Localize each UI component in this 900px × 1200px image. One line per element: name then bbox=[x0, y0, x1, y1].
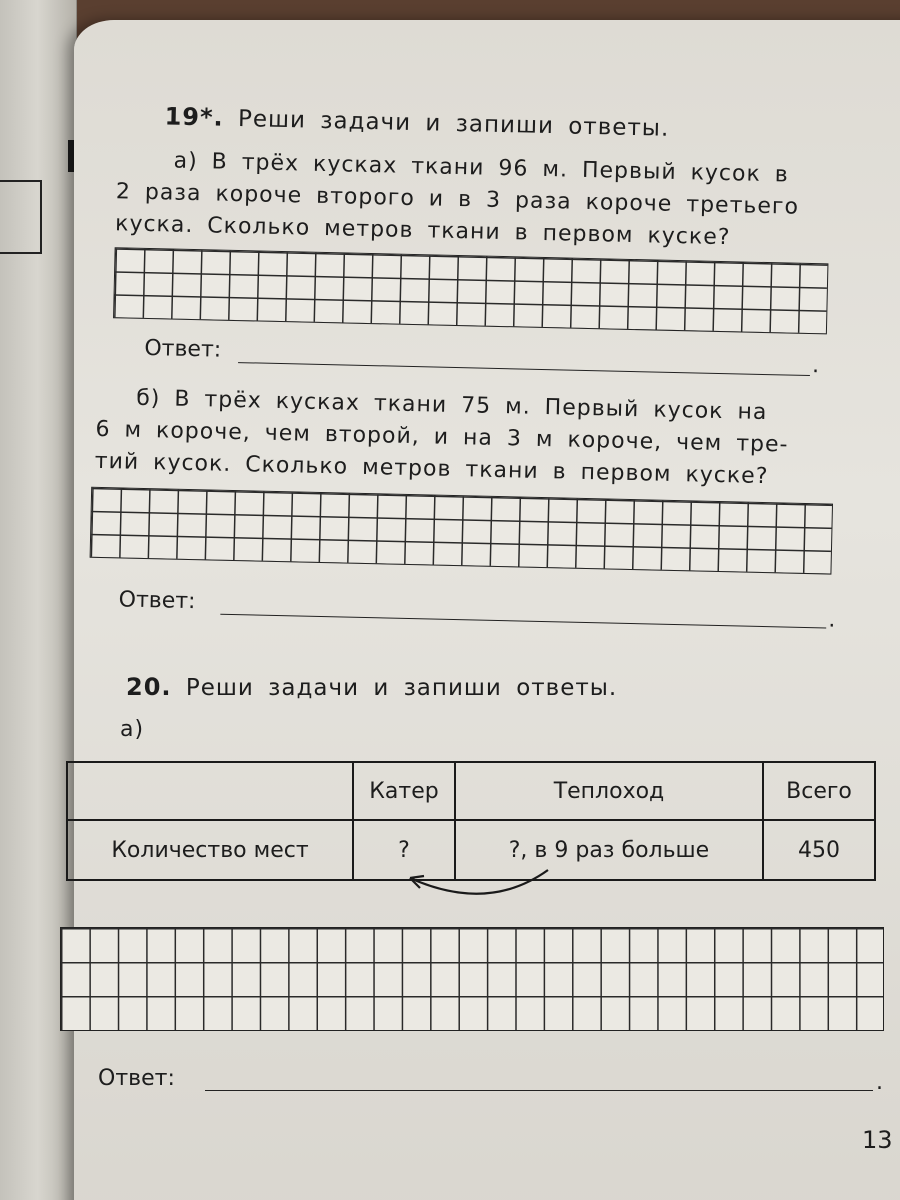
task-19a-answer-field[interactable] bbox=[238, 362, 810, 376]
task-20-number: 20. bbox=[126, 673, 172, 701]
task-20-answer-field[interactable] bbox=[205, 1090, 873, 1091]
task-19a-grid[interactable] bbox=[113, 247, 828, 334]
task-20-title: Реши задачи и запиши ответы. bbox=[185, 675, 618, 701]
task-20-answer-label: Ответ: bbox=[98, 1066, 175, 1091]
task-20-sub-label: а) bbox=[120, 717, 145, 742]
task-19-title: Реши задачи и запиши ответы. bbox=[237, 106, 670, 142]
table-cell-teplokhod[interactable]: ?, в 9 раз больше bbox=[455, 820, 763, 880]
relation-arrow bbox=[398, 858, 578, 908]
task-19b-line-2: 6 м короче, чем второй, и на 3 м короче, чем тре- bbox=[95, 416, 789, 458]
task-19-heading bbox=[164, 102, 669, 141]
task-19b-line-3: тий кусок. Сколько метров ткани в первом куске? bbox=[94, 448, 769, 490]
table-header-empty bbox=[67, 762, 353, 820]
task-19b-answer-field[interactable] bbox=[220, 614, 826, 629]
task-19a-line-1: а) В трёх кусках ткани 96 м. Первый кусок в bbox=[173, 148, 790, 188]
table-cell-total: 450 bbox=[763, 820, 875, 880]
table-header-vsego: Всего bbox=[763, 762, 875, 820]
task-19b-answer-label: Ответ: bbox=[118, 587, 196, 615]
page-number: 13 bbox=[862, 1126, 893, 1154]
table-cell-kater[interactable]: ? bbox=[353, 820, 455, 880]
task-19-number: 19*. bbox=[164, 102, 225, 132]
table-header-row bbox=[67, 762, 875, 820]
task-20-answer-dot: . bbox=[876, 1070, 883, 1095]
task-20-grid[interactable] bbox=[60, 927, 884, 1031]
task-19b-line-1: б) В трёх кусках ткани 75 м. Первый кусок на bbox=[135, 385, 768, 426]
task-19b-grid[interactable] bbox=[90, 487, 833, 575]
table-header-kater: Катер bbox=[353, 762, 455, 820]
task-19a-line-3: куска. Сколько метров ткани в первом куске? bbox=[114, 211, 731, 251]
task-20-heading bbox=[126, 673, 617, 701]
task-19a-line-2: 2 раза короче второго и в 3 раза короче третьего bbox=[115, 179, 800, 220]
table-cell-label: Количество мест bbox=[67, 820, 353, 880]
task-19a-answer-label: Ответ: bbox=[144, 335, 222, 363]
task-19a-answer-dot: . bbox=[811, 353, 820, 379]
task-19b-answer-dot: . bbox=[828, 607, 836, 633]
table-header-teplokhod: Теплоход bbox=[455, 762, 763, 820]
